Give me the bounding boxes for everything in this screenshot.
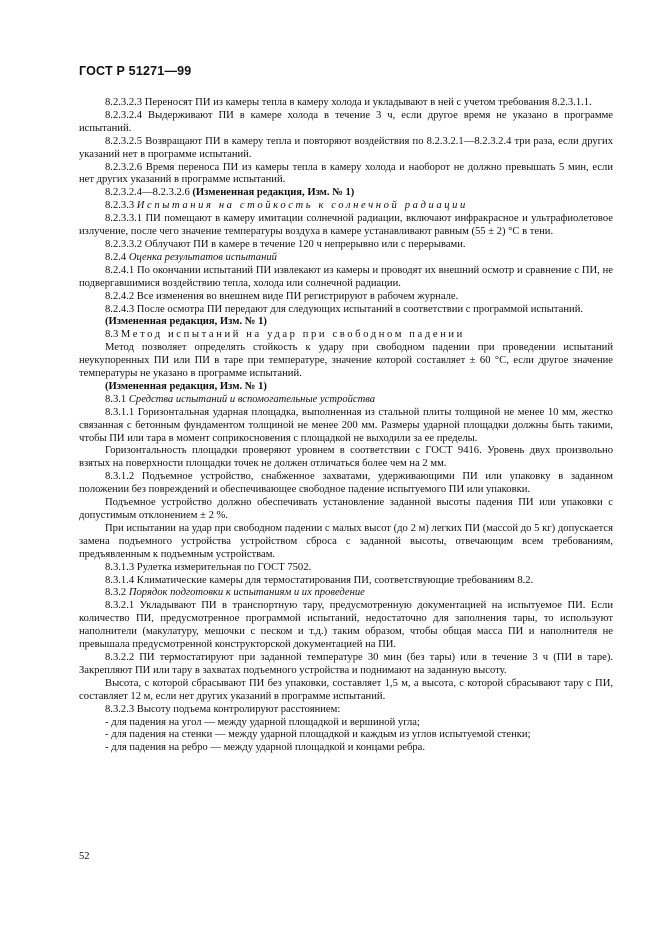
clause-number: 8.2.4.1: [105, 264, 135, 276]
clause-number: 8.3.1.3: [105, 561, 135, 573]
paragraph-text: Подъемное устройство, снабженное захватами, удерживающими ПИ или упаковку в заданном положении без повреждений и обеспечивающее свободное падение испытуемого ПИ или упаковки.: [79, 471, 613, 496]
clause-number: 8.3.2.2: [105, 651, 135, 663]
paragraph-text: Все изменения во внешнем виде ПИ регистрируют в рабочем журнале.: [136, 290, 459, 302]
list-item: [79, 742, 613, 755]
amendment-note: [79, 316, 613, 329]
paragraph-text: Горизонтальная ударная площадка, выполненная из стальной плиты толщиной не менее 10 мм, жестко связанная с бетонным фундаментом толщиной не менее 200 мм. Размеры ударной площадки должны быть такими, чтобы ПИ или тара в момент соприкосновения с площадкой не выходили за ее пределы.: [79, 406, 613, 444]
paragraph: [79, 600, 613, 652]
paragraph-text: ПИ помещают в камеру имитации солнечной радиации, включают инфракрасное и ультрафиолетовое излучение, после чего значение температуры воздуха в камере устанавливают равным (55 ± 2) °С в тени.: [79, 213, 613, 238]
paragraph-text: Рулетка измерительная по ГОСТ 7502.: [136, 561, 312, 573]
paragraph: [79, 471, 613, 497]
paragraph-text: Выдерживают ПИ в камере холода в течение 3 ч, если другое время не указано в программе испытаний.: [79, 109, 613, 134]
paragraph: [79, 136, 613, 162]
clause-number: 8.3: [105, 329, 119, 341]
paragraph: [79, 265, 613, 291]
paragraph: [79, 562, 613, 575]
heading-text: Оценка результатов испытаний: [128, 251, 277, 263]
clause-number: 8.2.3.2.5: [105, 135, 143, 147]
paragraph-text: По окончании испытаний ПИ извлекают из камеры и проводят их внешний осмотр и сравнение с ПИ, не подвергавшимися воздействию тепла, холода или солнечной радиации.: [79, 264, 613, 289]
clause-number: 8.3.1: [105, 393, 127, 405]
list-item: [79, 717, 613, 730]
paragraph: [79, 239, 613, 252]
list-dash: -: [105, 716, 109, 728]
section-heading: [79, 252, 613, 265]
clause-number: 8.3.2.1: [105, 600, 135, 612]
clause-number: 8.3.1.2: [105, 471, 135, 483]
clause-number: 8.2.3.2.4—8.2.3.2.6: [105, 187, 190, 199]
paragraph: [79, 652, 613, 678]
clause-number: 8.2.4.3: [105, 303, 135, 315]
paragraph: [79, 162, 613, 188]
amendment-text: (Измененная редакция, Изм. № 1): [105, 380, 267, 392]
clause-number: 8.2.4.2: [105, 290, 135, 302]
paragraph: [79, 407, 613, 446]
paragraph-text: Климатические камеры для термостатирования ПИ, соответствующие требованиям 8.2.: [136, 574, 534, 586]
paragraph: [79, 678, 613, 704]
paragraph-text: Возвращают ПИ в камеру тепла и повторяют воздействия по 8.2.3.2.1—8.2.3.2.4 три раза, если других указаний нет в программе испытаний.: [79, 135, 613, 160]
list-item-text: для падения на стенки — между ударной площадкой и каждым из углов испытуемой стенки;: [111, 729, 531, 741]
paragraph-text: Метод позволяет определять стойкость к удару при свободном падении при проведении испытаний неукупоренных ПИ или ПИ в таре при температуре, значение которой составляет ± 60 °С, если другое значение температуры не указано в программе испытаний.: [79, 342, 613, 380]
paragraph: [79, 445, 613, 471]
paragraph-text: После осмотра ПИ передают для следующих испытаний в соответствии с программой испытаний.: [136, 303, 584, 315]
clause-number: 8.2.3.3.1: [105, 213, 143, 225]
clause-number: 8.2.4: [105, 251, 127, 263]
heading-text: Порядок подготовки к испытаниям и их проведение: [128, 587, 365, 599]
paragraph-text: При испытании на удар при свободном падении с малых высот (до 2 м) легких ПИ (массой до 5 кг) допускается замена подъемного устройства устройством сброса с заданной высоты, отвечающим всем требованиям, предъявленным к подъемным устройствам.: [79, 522, 613, 560]
paragraph-text: Облучают ПИ в камере в течение 120 ч непрерывно или с перерывами.: [144, 238, 466, 250]
section-heading: [79, 200, 613, 213]
list-item-text: для падения на угол — между ударной площадкой и вершиной угла;: [111, 716, 420, 728]
document-header: ГОСТ Р 51271—99: [79, 64, 192, 78]
paragraph: [79, 291, 613, 304]
paragraph: [79, 97, 613, 110]
paragraph-text: Подъемное устройство должно обеспечивать установление заданной высоты падения ПИ или упаковки с допустимым отклонением ± 2 %.: [79, 497, 613, 521]
clause-number: 8.3.1.1: [105, 406, 135, 418]
paragraph: [79, 523, 613, 562]
paragraph-text: Укладывают ПИ в транспортную тару, предусмотренную документацией на испытуемое ПИ. Если количество ПИ, предусмотренное программой испытаний, недостаточно для заполнения тары, то используют наполнители (макулатуру, мешочки с песком и т.д.) таким образом, чтобы общая масса ПИ и наполнителя не превышала предусмотренной конструкторской документацией на ПИ.: [79, 600, 613, 651]
list-item: [79, 729, 613, 742]
paragraph: [79, 342, 613, 381]
clause-number: 8.2.3.3: [105, 200, 135, 212]
list-dash: -: [105, 729, 109, 741]
section-heading: [79, 329, 613, 342]
heading-text: Средства испытаний и вспомогательные устройства: [128, 393, 376, 405]
page-number: 52: [79, 851, 90, 862]
paragraph-text: ПИ термостатируют при заданной температуре 30 мин (без тары) или в течение 3 ч (ПИ в таре). Закрепляют ПИ или тару в захватах подъемного устройства и поднимают на заданную высоту.: [79, 651, 613, 676]
paragraph: [79, 497, 613, 523]
clause-number: 8.3.1.4: [105, 574, 135, 586]
clause-number: 8.2.3.2.3: [105, 97, 143, 108]
paragraph: [79, 213, 613, 239]
paragraph-text: Переносят ПИ из камеры тепла в камеру холода и укладывают в ней с учетом требования 8.2.3.1.1.: [144, 97, 592, 108]
heading-text: Метод испытаний на удар при свободном падении: [120, 329, 465, 341]
paragraph: [79, 304, 613, 317]
amendment-text: (Измененная редакция, Изм. № 1): [105, 316, 267, 328]
clause-number: 8.3.2.3: [105, 703, 135, 715]
section-heading: [79, 587, 613, 600]
amendment-note: [79, 187, 613, 200]
paragraph: [79, 575, 613, 588]
heading-text: Испытания на стойкость к солнечной радиации: [136, 200, 468, 212]
list-dash: -: [105, 742, 109, 754]
paragraph-text: Высоту подъема контролируют расстоянием:: [136, 703, 341, 715]
paragraph-text: Высота, с которой сбрасывают ПИ без упаковки, составляет 1,5 м, а высота, с которой сбрасывают тару с ПИ, составляет 12 м, если нет других указаний в программе испытаний.: [79, 677, 613, 702]
clause-number: 8.3.2: [105, 587, 127, 599]
clause-number: 8.2.3.2.4: [105, 109, 143, 121]
paragraph-text: Горизонтальность площадки проверяют уровнем в соответствии с ГОСТ 9416. Уровень двух произвольно взятых на поверхности площадки точек не должен отличаться более чем на 2 мм.: [79, 445, 613, 470]
clause-number: 8.2.3.3.2: [105, 238, 143, 250]
paragraph: [79, 110, 613, 136]
amendment-note: [79, 381, 613, 394]
paragraph: [79, 704, 613, 717]
paragraph-text: Время переноса ПИ из камеры тепла в камеру холода и наоборот не должно превышать 5 мин, если нет других указаний в программе испытаний.: [79, 161, 613, 186]
document-body: [79, 97, 613, 755]
section-heading: [79, 394, 613, 407]
clause-number: 8.2.3.2.6: [105, 161, 143, 173]
list-item-text: для падения на ребро — между ударной площадкой и концами ребра.: [111, 742, 426, 754]
amendment-text: (Измененная редакция, Изм. № 1): [192, 187, 355, 199]
